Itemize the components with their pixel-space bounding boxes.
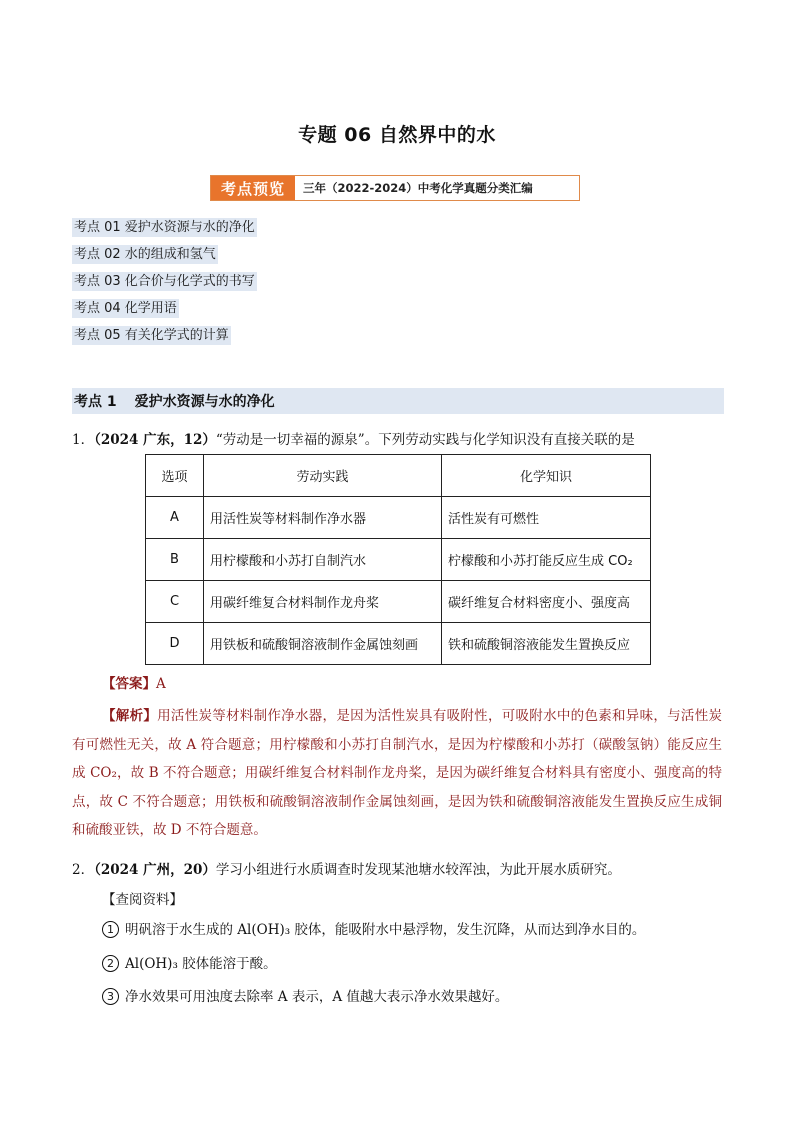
practice-cell: 用活性炭等材料制作净水器 <box>204 497 442 539</box>
table-row <box>146 581 651 623</box>
toc-item[interactable]: 考点 04 化学用语 <box>74 301 177 316</box>
answer-value: A <box>156 676 166 692</box>
question-2-stem <box>72 858 621 878</box>
question-1-stem <box>72 428 635 448</box>
option-cell: B <box>146 539 204 581</box>
knowledge-cell: 铁和硫酸铜溶液能发生置换反应 <box>442 623 651 665</box>
circled-number-icon: 1 <box>102 921 119 938</box>
toc-item[interactable]: 考点 02 水的组成和氢气 <box>74 247 216 262</box>
question-1-answer <box>102 672 166 692</box>
page-title: 专题 06 自然界中的水 <box>298 124 496 146</box>
knowledge-cell: 活性炭有可燃性 <box>442 497 651 539</box>
column-header: 化学知识 <box>442 455 651 497</box>
reference-text: 净水效果可用浊度去除率 A 表示，A 值越大表示净水效果越好。 <box>125 989 509 1005</box>
toc-item[interactable]: 考点 03 化合价与化学式的书写 <box>74 274 255 289</box>
circled-number-icon: 2 <box>102 955 119 972</box>
question-source: （2024 广州，20） <box>94 862 216 878</box>
question-1-analysis <box>72 702 722 845</box>
table-row <box>146 497 651 539</box>
option-cell: D <box>146 623 204 665</box>
answer-tag: 【答案】 <box>102 676 156 692</box>
reference-item <box>102 952 277 972</box>
question-number: 2． <box>72 862 95 878</box>
circled-number-icon: 3 <box>102 988 119 1005</box>
question-text: “劳动是一切幸福的源泉”。下列劳动实践与化学知识没有直接关联的是 <box>215 432 635 448</box>
question-1-table <box>145 454 651 665</box>
knowledge-cell: 碳纤维复合材料密度小、强度高 <box>442 581 651 623</box>
option-cell: C <box>146 581 204 623</box>
toc-item[interactable]: 考点 05 有关化学式的计算 <box>74 328 229 343</box>
analysis-text: 用活性炭等材料制作净水器，是因为活性炭具有吸附性，可吸附水中的色素和异味，与活性炭有可燃性无关，故 A 符合题意；用柠檬酸和小苏打自制汽水，是因为柠檬酸和小苏打（碳酸氢钠）能反应生成 CO₂，故 B 不符合题意；用碳纤维复合材料制作龙舟桨，是因为碳纤维复合材料具有密度小、强度高的特点，故 C 不符合题意；用铁板和硫酸铜溶液制作金属蚀刻画，是因为铁和硫酸铜溶液能发生置换反应生成铜和硫酸亚铁，故 D 不符合题意。 <box>72 708 723 838</box>
section-number: 考点 1 <box>74 394 117 410</box>
table-row <box>146 539 651 581</box>
preview-banner <box>210 175 580 201</box>
banner-subtitle: 三年（2022-2024）中考化学真题分类汇编 <box>303 181 533 195</box>
toc-item[interactable]: 考点 01 爱护水资源与水的净化 <box>74 220 255 235</box>
reference-text: Al(OH)₃ 胶体能溶于酸。 <box>125 956 277 972</box>
question-source: （2024 广东，12） <box>94 432 216 448</box>
table-header-row <box>146 455 651 497</box>
reference-text: 明矾溶于水生成的 Al(OH)₃ 胶体，能吸附水中悬浮物，发生沉降，从而达到净水目的。 <box>125 922 646 938</box>
table-of-contents <box>72 216 257 351</box>
reference-heading: 【查阅资料】 <box>102 892 183 908</box>
question-text: 学习小组进行水质调查时发现某池塘水较浑浊，为此开展水质研究。 <box>215 862 621 878</box>
section-title: 爱护水资源与水的净化 <box>134 394 275 410</box>
analysis-tag: 【解析】 <box>102 708 158 724</box>
banner-label: 考点预览 <box>211 176 295 200</box>
practice-cell: 用铁板和硫酸铜溶液制作金属蚀刻画 <box>204 623 442 665</box>
practice-cell: 用柠檬酸和小苏打自制汽水 <box>204 539 442 581</box>
table-row <box>146 623 651 665</box>
section-heading <box>72 388 724 414</box>
column-header: 选项 <box>146 455 204 497</box>
knowledge-cell: 柠檬酸和小苏打能反应生成 CO₂ <box>442 539 651 581</box>
practice-cell: 用碳纤维复合材料制作龙舟桨 <box>204 581 442 623</box>
reference-item <box>102 985 508 1005</box>
question-number: 1． <box>72 432 95 448</box>
reference-item <box>102 918 645 938</box>
column-header: 劳动实践 <box>204 455 442 497</box>
option-cell: A <box>146 497 204 539</box>
